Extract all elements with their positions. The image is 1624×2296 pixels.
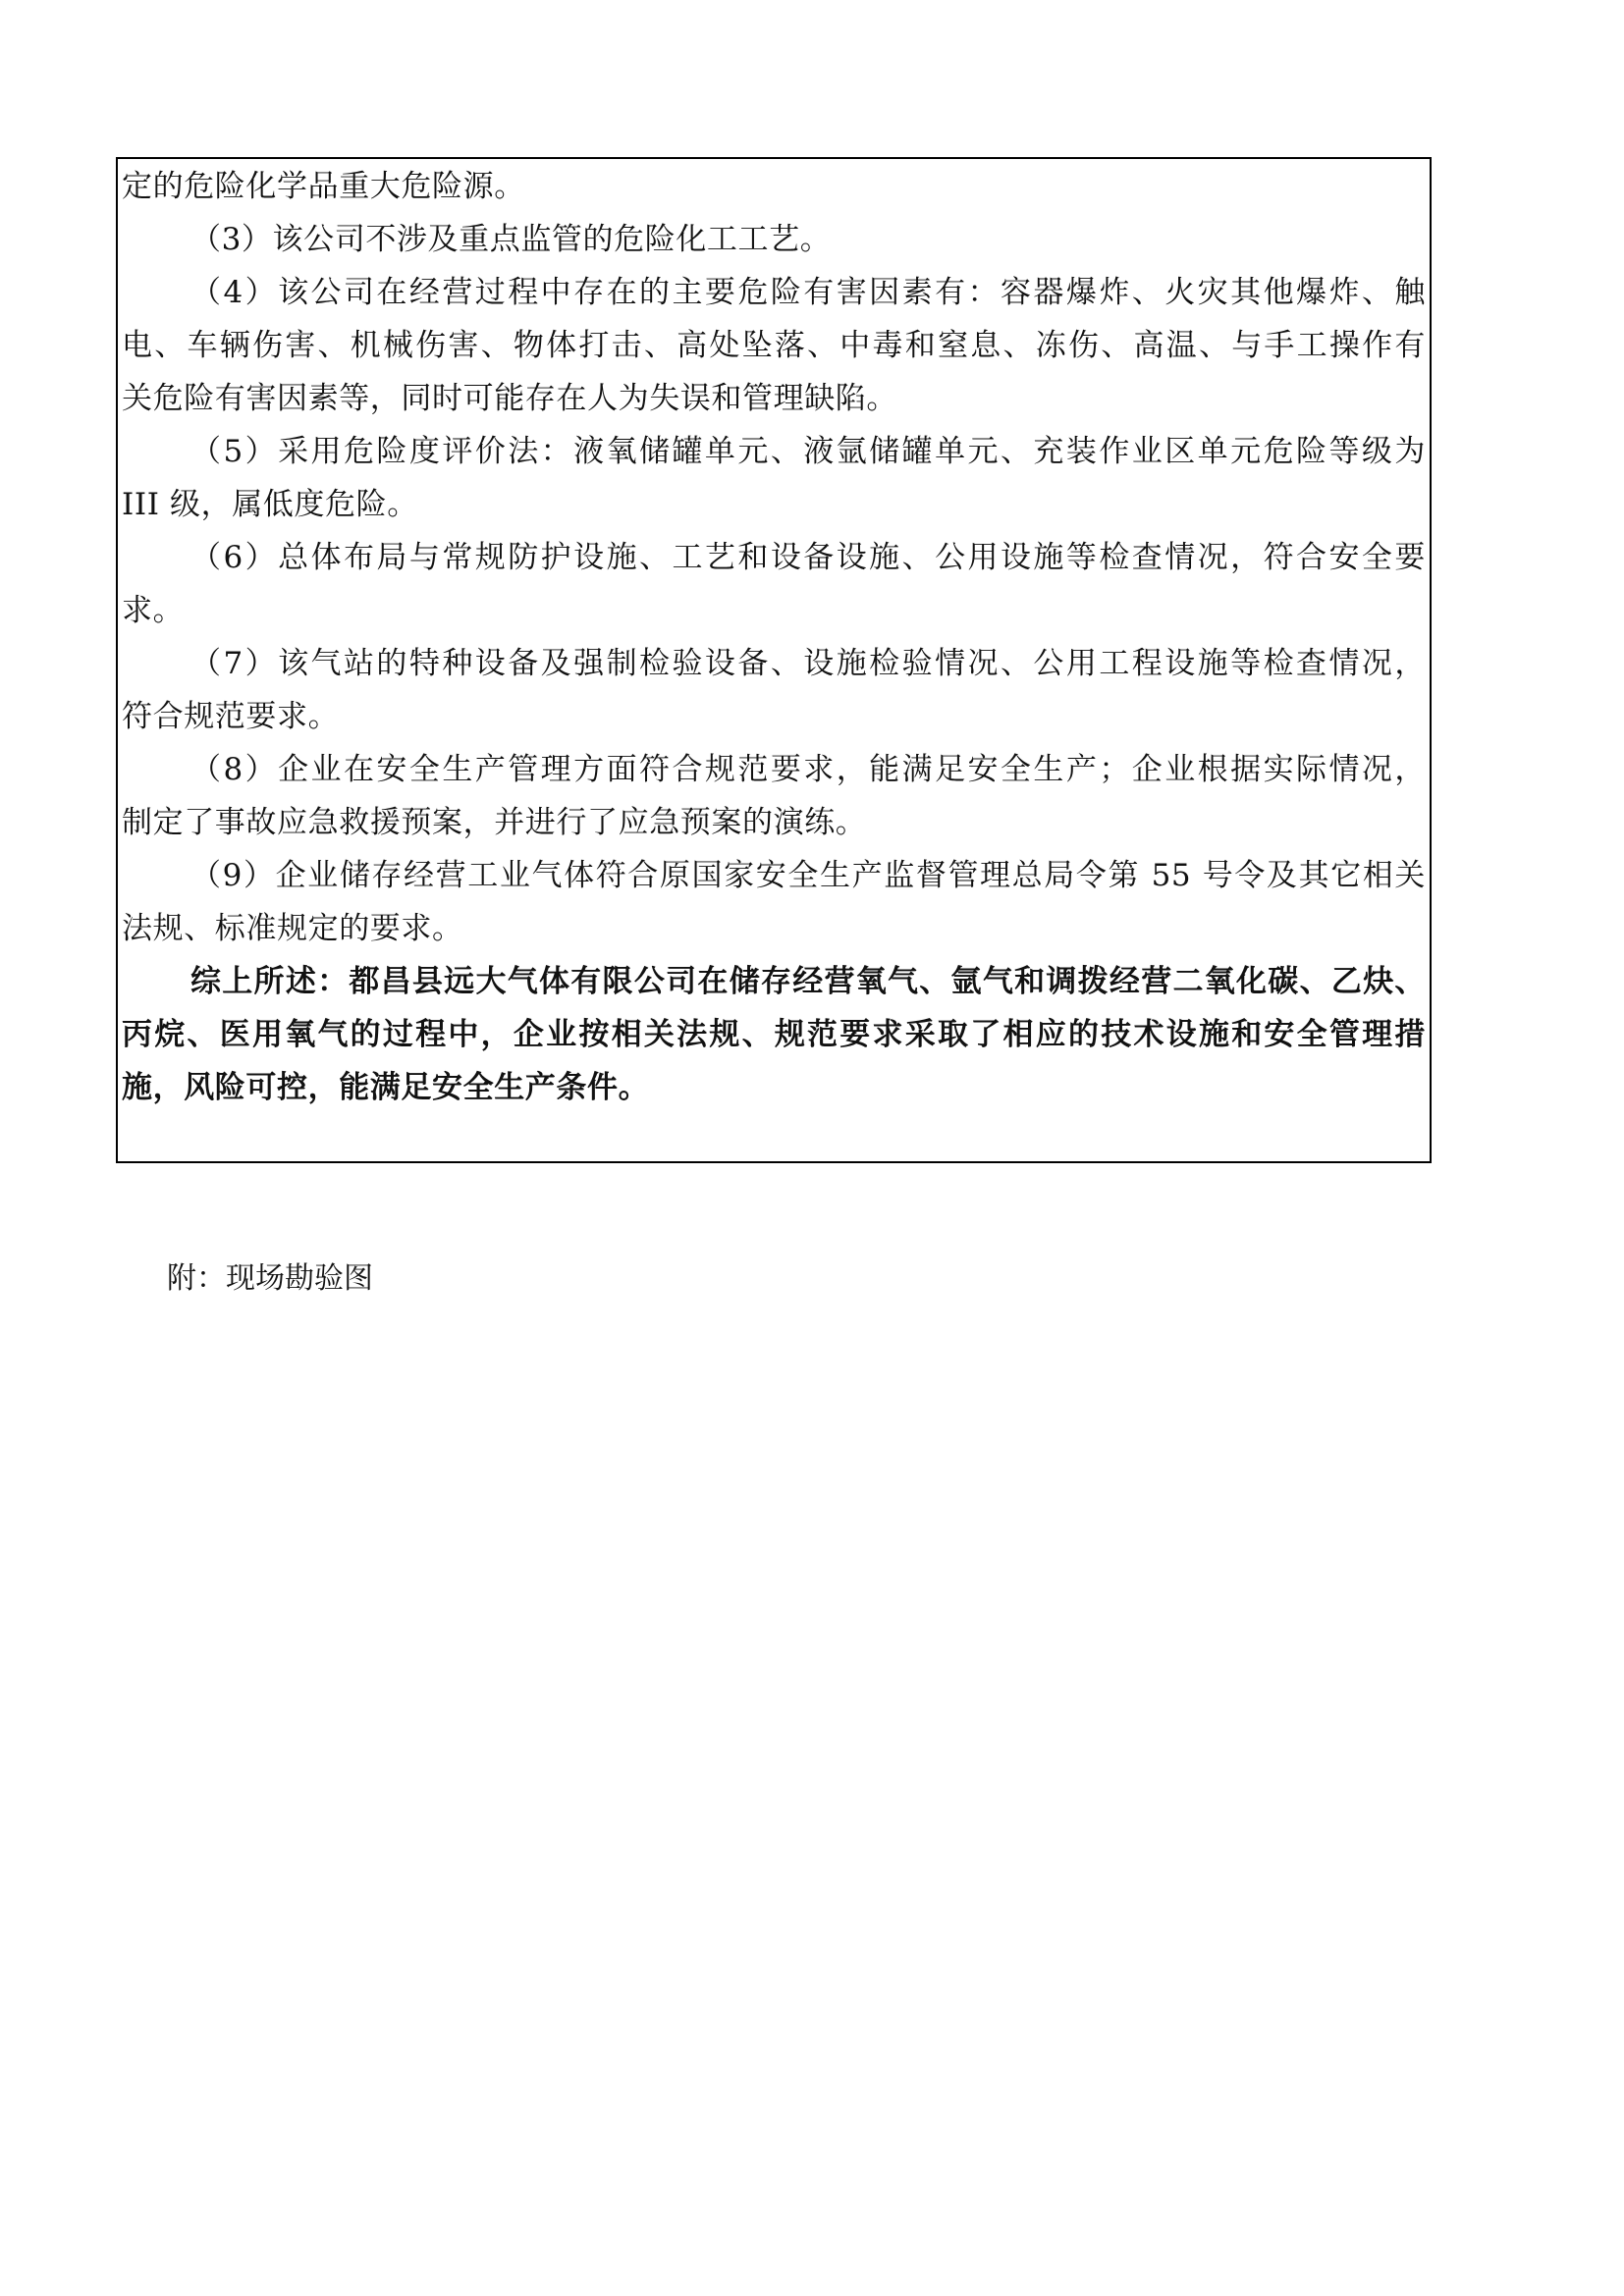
- text-line: 法规、标准规定的要求。: [122, 911, 463, 946]
- text-line: （3）该公司不涉及重点监管的危险化工工艺。: [190, 222, 832, 257]
- summary-line: 丙烷、医用氧气的过程中，企业按相关法规、规范要求采取了相应的技术设施和安全管理措: [122, 1017, 1426, 1052]
- text-line: （9）企业储存经营工业气体符合原国家安全生产监督管理总局令第 55 号令及其它相关: [190, 858, 1426, 893]
- text-line: 制定了事故应急救援预案，并进行了应急预案的演练。: [122, 805, 867, 840]
- text-line: （7）该气站的特种设备及强制检验设备、设施检验情况、公用工程设施等检查情况，: [190, 646, 1426, 681]
- text-line: （8）企业在安全生产管理方面符合规范要求，能满足安全生产；企业根据实际情况，: [190, 752, 1426, 787]
- text-line: （4）该公司在经营过程中存在的主要危险有害因素有：容器爆炸、火灾其他爆炸、触: [190, 275, 1426, 310]
- text-line: （6）总体布局与常规防护设施、工艺和设备设施、公用设施等检查情况，符合安全要: [190, 540, 1426, 575]
- conclusion-box: [116, 157, 1432, 1163]
- text-line: 电、车辆伤害、机械伤害、物体打击、高处坠落、中毒和窒息、冻伤、高温、与手工操作有: [122, 328, 1426, 363]
- text-line: 定的危险化学品重大危险源。: [122, 169, 525, 204]
- summary-line: 施，风险可控，能满足安全生产条件。: [122, 1070, 650, 1105]
- text-line: 关危险有害因素等，同时可能存在人为失误和管理缺陷。: [122, 381, 897, 416]
- summary-line: 综上所述：都昌县远大气体有限公司在储存经营氧气、氩气和调拨经营二氧化碳、乙炔、: [190, 964, 1426, 999]
- text-line: 求。: [122, 593, 185, 628]
- text-line: （5）采用危险度评价法：液氧储罐单元、液氩储罐单元、充装作业区单元危险等级为: [190, 434, 1426, 469]
- attachment-label: 附：现场勘验图: [167, 1261, 373, 1296]
- text-line: 符合规范要求。: [122, 699, 340, 734]
- text-line: III 级，属低度危险。: [122, 487, 418, 522]
